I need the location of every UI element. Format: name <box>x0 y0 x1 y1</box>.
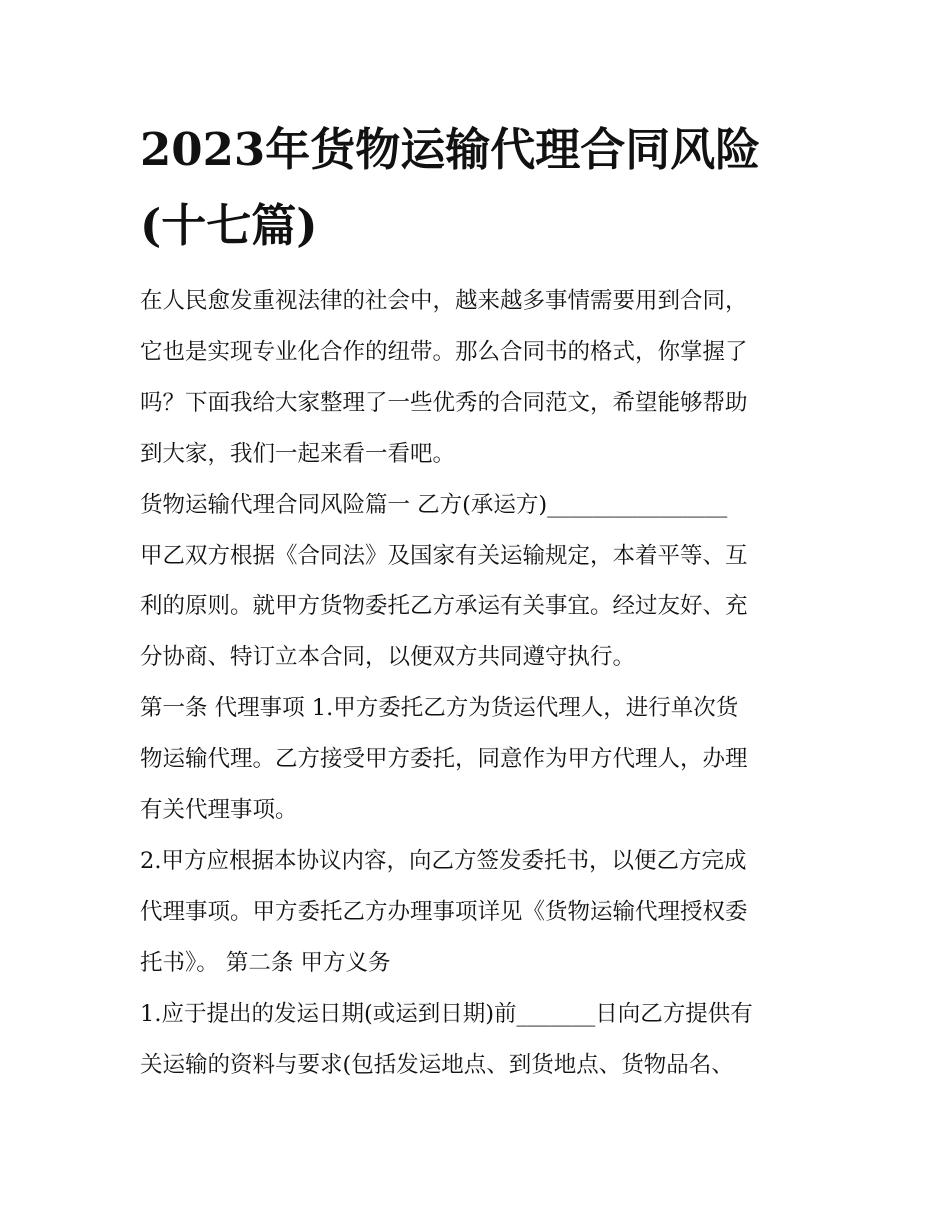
body-line: 吗？下面我给大家整理了一些优秀的合同范文，希望能够帮助 <box>140 389 748 416</box>
body-line: 1.应于提出的发运日期(或运到日期)前_______日向乙方提供有 <box>140 1000 753 1027</box>
body-line: 它也是实现专业化合作的纽带。那么合同书的格式，你掌握了 <box>140 338 748 365</box>
body-line: 托书》。 第二条 甲方义务 <box>140 949 391 976</box>
body-line: 有关代理事项。 <box>140 797 298 824</box>
body-line: 利的原则。就甲方货物委托乙方承运有关事宜。经过友好、充 <box>140 593 748 620</box>
document-body <box>140 276 820 1091</box>
document-title <box>140 112 820 264</box>
title-line: 2023年货物运输代理合同风险 <box>140 123 761 176</box>
body-line: 2.甲方应根据本协议内容，向乙方签发委托书，以便乙方完成 <box>140 847 747 874</box>
body-line: 货物运输代理合同风险篇一 乙方(承运方)________________ <box>140 491 728 518</box>
body-line: 在人民愈发重视法律的社会中，越来越多事情需要用到合同， <box>140 288 748 314</box>
title-line: (十七篇) <box>140 199 318 252</box>
body-line: 甲乙双方根据《合同法》及国家有关运输规定，本着平等、互 <box>140 542 748 569</box>
body-line: 代理事项。甲方委托乙方办理事项详见《货物运输代理授权委 <box>140 898 748 925</box>
body-line: 到大家，我们一起来看一看吧。 <box>140 440 456 467</box>
body-line: 关运输的资料与要求(包括发运地点、到货地点、货物品名、 <box>140 1051 734 1078</box>
body-line: 第一条 代理事项 1.甲方委托乙方为货运代理人，进行单次货 <box>140 695 739 722</box>
body-line: 物运输代理。乙方接受甲方委托，同意作为甲方代理人，办理 <box>140 746 748 773</box>
body-line: 分协商、特订立本合同，以便双方共同遵守执行。 <box>140 644 636 671</box>
